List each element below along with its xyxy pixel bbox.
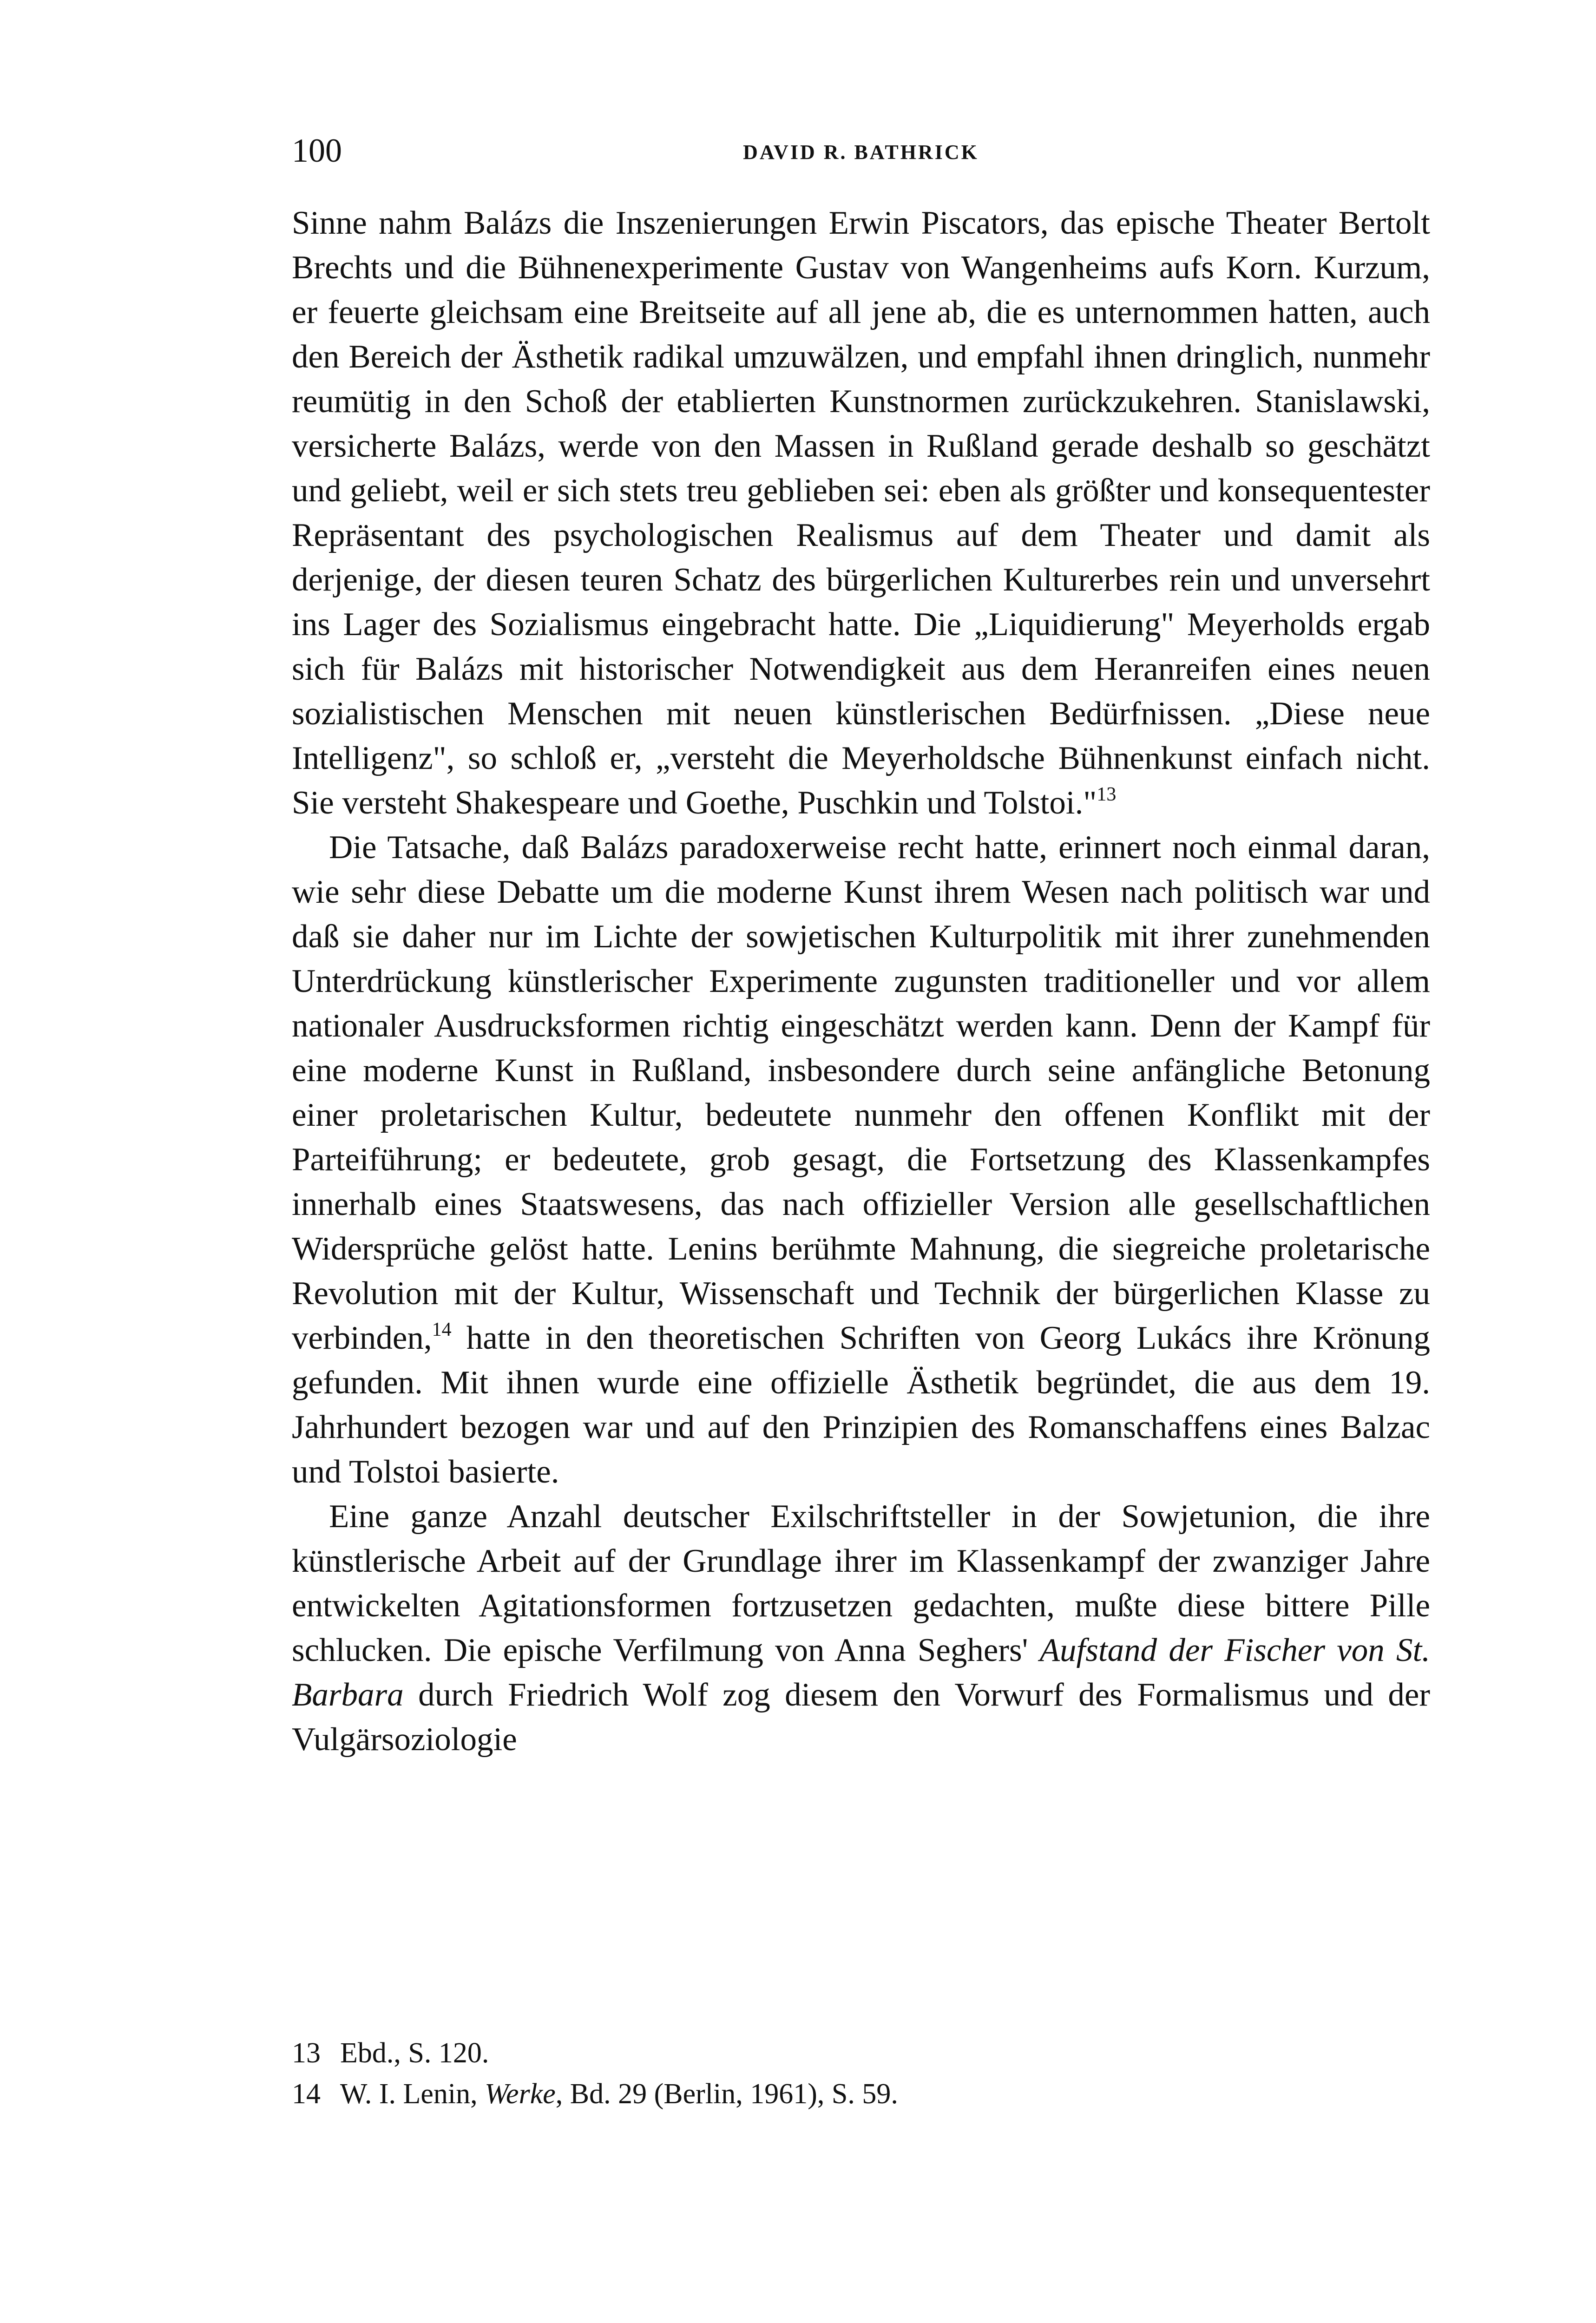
body-text [292,201,1430,1762]
paragraph-1 [292,201,1430,825]
page-number: 100 [292,132,342,169]
footnote-text: Ebd., S. 120. [340,2037,489,2069]
paragraph-3-text-after: durch Friedrich Wolf zog diesem den Vorwurf des Formalismus und der Vulgärsoziologie [292,1677,1430,1758]
page-header [292,125,1430,177]
paragraph-1-text: Sinne nahm Balázs die Inszenierungen Erwin Piscators, das epische Theater Bertolt Brechts und die Bühnenexperimente Gustav von Wangenheims aufs Korn. Kurzum, er feuerte gleichsam eine Breitseite auf all jene ab, die es unternommen hatten, auch den Bereich der Ästhetik radikal umzuwälzen, und empfahl ihnen dringlich, nunmehr reumütig in den Schoß der etablierten Kunstnormen zurückzukehren. Stanislawski, versicherte Balázs, werde von den Massen in Rußland gerade deshalb so geschätzt und geliebt, weil er sich stets treu geblieben sei: eben als größter und konsequentester Repräsentant des psychologischen Realismus auf dem Theater und damit als derjenige, der diesen teuren Schatz des bürgerlichen Kulturerbes rein und unversehrt ins Lager des Sozialismus eingebracht hatte. Die „Liquidierung" Meyerholds ergab sich für Balázs mit historischer Notwendigkeit aus dem Heranreifen eines neuen sozialistischen Menschen mit neuen künstlerischen Bedürfnissen. „Diese neue Intelligenz", so schloß er, „versteht die Meyerholdsche Bühnenkunst einfach nicht. Sie versteht Shakespeare und Goethe, Puschkin und Tolstoi." [292,205,1430,821]
book-title: Aufstand der Fischer von St. Barbara [292,1632,1431,1713]
paragraph-3-text-before: Eine ganze Anzahl deutscher Exilschriftsteller in der Sowjetunion, die ihre künstlerische Arbeit auf der Grundlage ihrer im Klassenkampf der zwanziger Jahre entwickelten Agitationsformen fortzusetzen gedachten, mußte diese bittere Pille schlucken. Die epische Verfilmung von Anna Seghers' [292,1498,1430,1668]
footnote-ref-14: 14 [432,1319,452,1340]
paragraph-2-text-after: hatte in den theoretischen Schriften von Georg Lukács ihre Krönung gefunden. Mit ihnen wurde eine offizielle Ästhetik begründet, die aus dem 19. Jahrhundert bezogen war und auf den Prinzipien des Romanschaffens eines Balzac und Tolstoi basierte. [292,1320,1430,1490]
footnote-text-before: W. I. Lenin, [340,2078,485,2110]
running-head: DAVID R. BATHRICK [743,141,979,164]
footnote-text [340,2074,898,2114]
footnote-13 [292,2033,1430,2074]
footnote-text-after: , Bd. 29 (Berlin, 1961), S. 59. [555,2078,898,2110]
footnotes [292,2033,1430,2114]
footnote-number: 14 [292,2078,321,2110]
footnote-14 [292,2074,1430,2114]
footnote-ref-13: 13 [1097,784,1117,805]
paragraph-3 [292,1494,1430,1762]
footnote-work-title: Werke [485,2078,556,2110]
paragraph-2 [292,825,1430,1494]
paragraph-2-text-before: Die Tatsache, daß Balázs paradoxerweise recht hatte, erinnert noch einmal daran, wie sehr diese Debatte um die moderne Kunst ihrem Wesen nach politisch war und daß sie daher nur im Lichte der sowjetischen Kulturpolitik mit ihrer zunehmenden Unterdrückung künstlerischer Experimente zugunsten traditioneller und vor allem nationaler Ausdrucksformen richtig eingeschätzt werden kann. Denn der Kampf für eine moderne Kunst in Rußland, insbesondere durch seine anfängliche Betonung einer proletarischen Kultur, bedeutete nunmehr den offenen Konflikt mit der Parteiführung; er bedeutete, grob gesagt, die Fortsetzung des Klassenkampfes innerhalb eines Staatswesens, das nach offizieller Version alle gesellschaftlichen Widersprüche gelöst hatte. Lenins berühmte Mahnung, die siegreiche proletarische Revolution mit der Kultur, Wissenschaft und Technik der bürgerlichen Klasse zu verbinden, [292,829,1430,1356]
footnote-number: 13 [292,2037,321,2069]
